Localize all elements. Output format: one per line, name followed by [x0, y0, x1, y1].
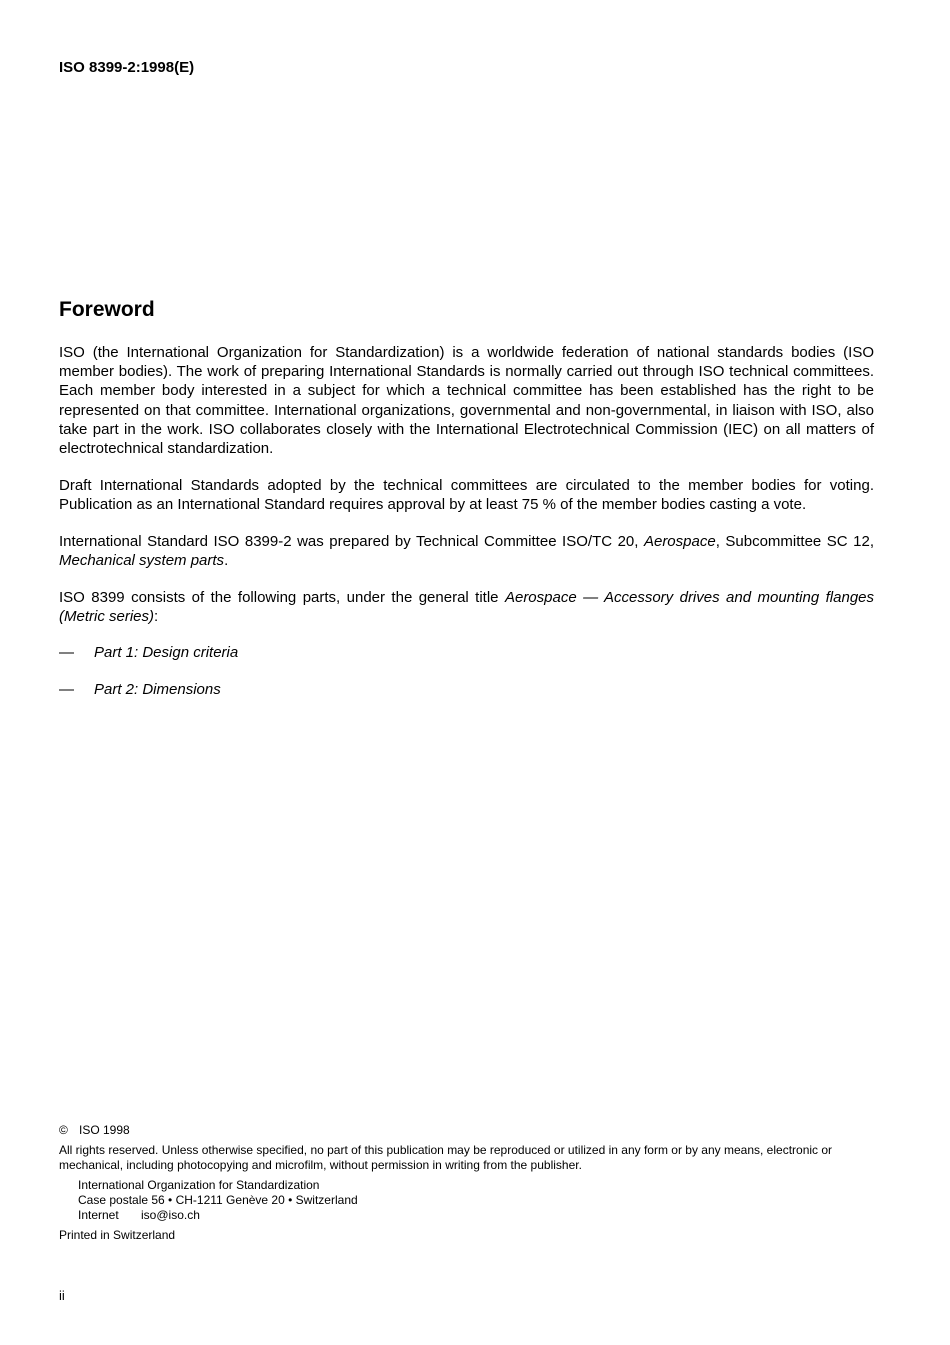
paragraph-text: , Subcommittee SC 12, — [715, 533, 874, 550]
foreword-paragraph-2: Draft International Standards adopted by the technical committees are circulated to the member bodies for voting. Publication as an International Standard requires approval by at least 75 % of the member bodies casting a vote. — [59, 477, 874, 514]
foreword-paragraph-1: ISO (the International Organization for Standardization) is a worldwide federation of national standards bodies (ISO member bodies). The work of preparing International Standards is normally carried out through ISO technical committees. Each member body interested in a subject for which a technical committee has been established has the right to be represented on that committee. International organizations, governmental and non-governmental, in liaison with ISO, also take part in the work. ISO collaborates closely with the International Electrotechnical Commission (IEC) on all matters of electrotechnical standardization. — [59, 344, 874, 458]
organization-address — [78, 1178, 358, 1223]
paragraph-text: . — [224, 552, 229, 570]
organization-name: International Organization for Standardization — [78, 1178, 320, 1192]
list-dash: — — [59, 644, 74, 661]
rights-notice: All rights reserved. Unless otherwise specified, no part of this publication may be reproduced or utilized in any form or by any means, electronic or mechanical, including photocopying and microfilm, without permission in writing from the publisher. — [59, 1143, 833, 1172]
internet-label: Internet — [78, 1208, 119, 1222]
copyright-line — [59, 1123, 130, 1138]
committee-name: Aerospace — [643, 533, 716, 550]
section-title: Foreword — [59, 298, 155, 321]
document-id-header: ISO 8399-2:1998(E) — [59, 59, 195, 76]
subcommittee-name: Mechanical system parts — [59, 552, 225, 570]
foreword-paragraph-4 — [59, 588, 874, 626]
paragraph-text: International Standard ISO 8399-2 was prepared by Technical Committee ISO/TC 20, — [59, 533, 644, 550]
foreword-paragraph-3 — [59, 532, 874, 570]
copyright-text: ISO 1998 — [79, 1123, 130, 1137]
copyright-icon: © — [59, 1123, 68, 1137]
printed-in: Printed in Switzerland — [59, 1228, 176, 1242]
list-item — [59, 643, 238, 662]
list-dash: — — [59, 681, 74, 698]
internet-line — [78, 1208, 358, 1223]
part-label: Part 1: Design criteria — [94, 644, 239, 661]
paragraph-text: ISO 8399 consists of the following parts, under the general title — [59, 589, 505, 606]
part-label: Part 2: Dimensions — [94, 681, 221, 698]
paragraph-text: : — [154, 608, 159, 626]
postal-address: Case postale 56 • CH-1211 Genève 20 • Switzerland — [78, 1193, 358, 1207]
page-number: ii — [59, 1288, 65, 1303]
list-item — [59, 680, 221, 699]
general-title: Aerospace — Accessory drives and mounting flanges (Metric series) — [59, 589, 874, 626]
email-address: iso@iso.ch — [141, 1208, 200, 1222]
